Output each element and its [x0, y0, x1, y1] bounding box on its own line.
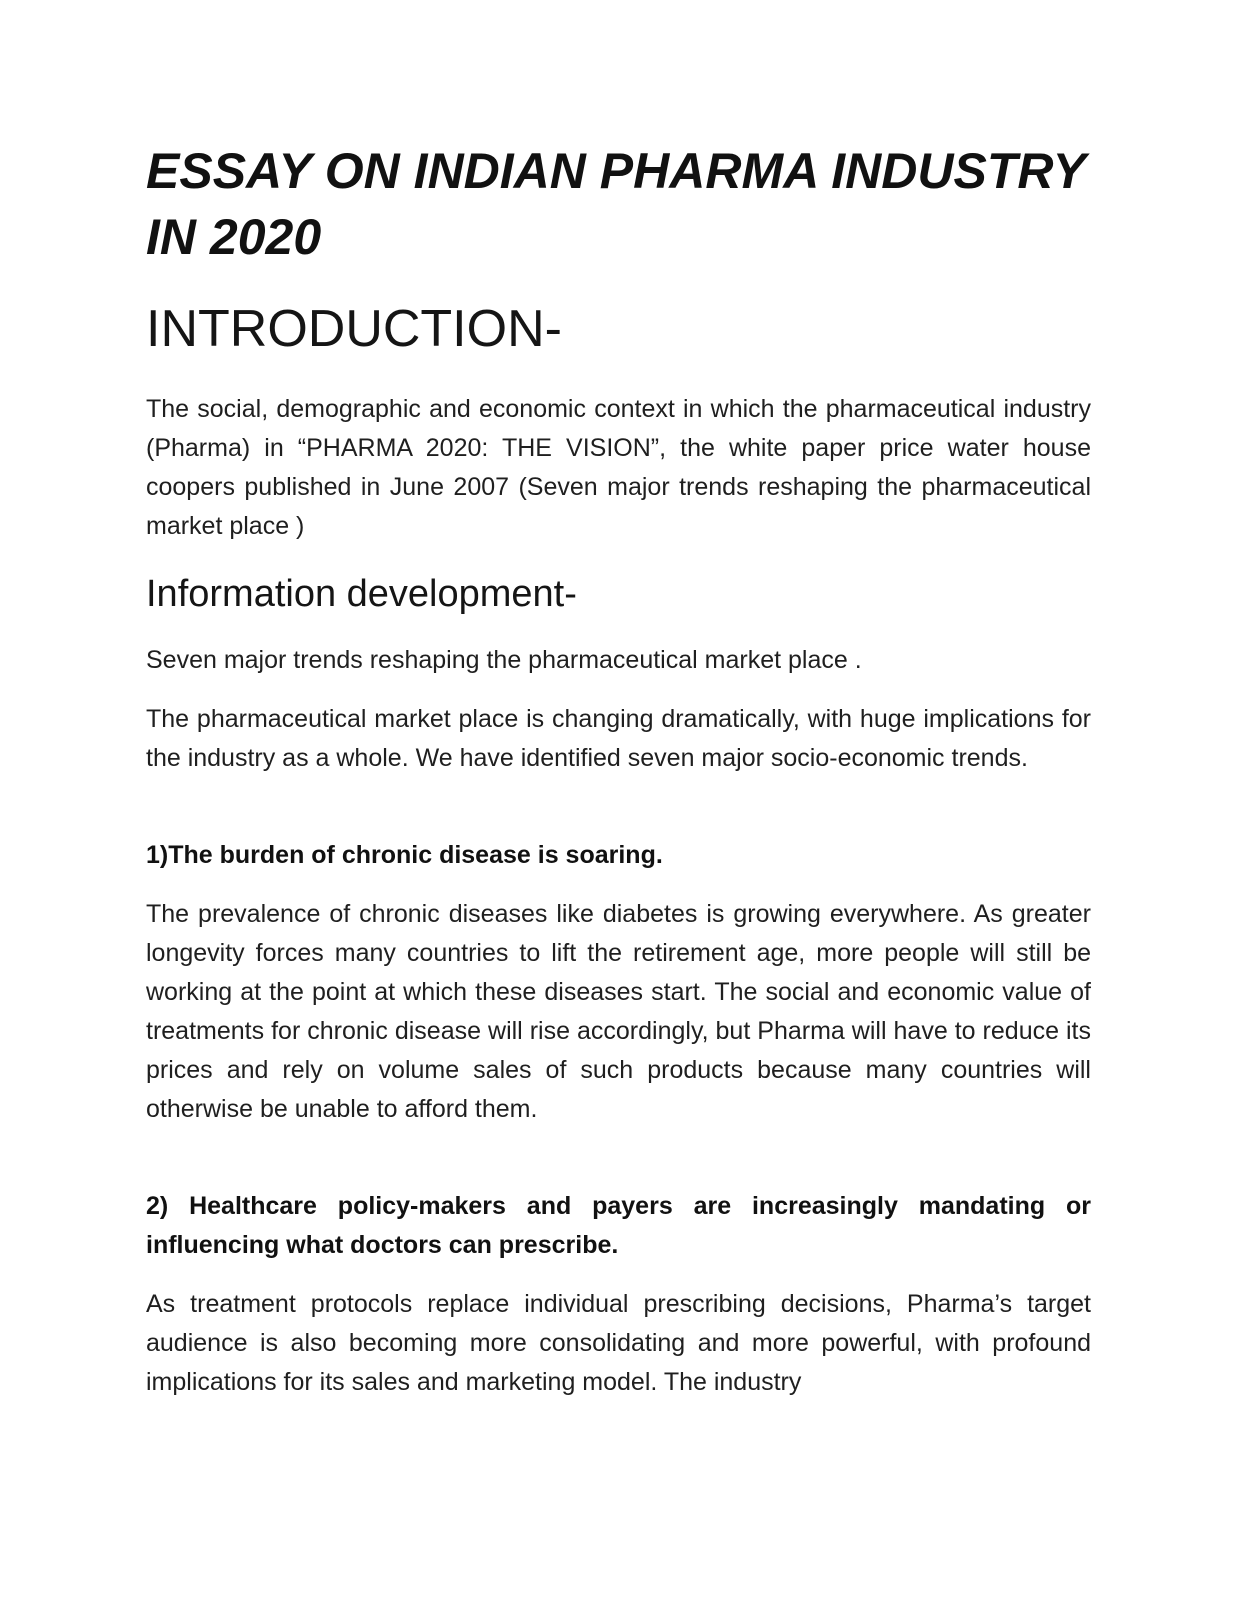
- document-title: ESSAY ON INDIAN PHARMA INDUSTRY IN 2020: [146, 143, 1086, 265]
- information-development-heading: Information development-: [146, 573, 577, 615]
- introduction-heading: INTRODUCTION-: [146, 300, 562, 358]
- trend-1-heading: 1)The burden of chronic disease is soaring.: [146, 841, 663, 869]
- trend-2-paragraph: As treatment protocols replace individual prescribing decisions, Pharma’s target audience is also becoming more consolidating and more powerful, with profound implications for its sales and marketing model. The industry: [146, 1290, 1091, 1396]
- information-paragraph: The pharmaceutical market place is changing dramatically, with huge implications for the industry as a whole. We have identified seven major socio-economic trends.: [146, 705, 1091, 772]
- information-lead-paragraph: Seven major trends reshaping the pharmaceutical market place .: [146, 646, 862, 674]
- document-page: [146, 0, 1091, 1600]
- trend-1-paragraph: The prevalence of chronic diseases like diabetes is growing everywhere. As greater longevity forces many countries to lift the retirement age, more people will still be working at the point at which these diseases start. The social and economic value of treatments for chronic disease will rise accordingly, but Pharma will have to reduce its prices and rely on volume sales of such products because many countries will otherwise be unable to afford them.: [146, 900, 1091, 1123]
- introduction-paragraph: The social, demographic and economic context in which the pharmaceutical industry (Pharma) in “PHARMA 2020: THE VISION”, the white paper price water house coopers published in June 2007 (Seven major trends reshaping the pharmaceutical market place ): [146, 395, 1091, 540]
- trend-2-heading: 2) Healthcare policy-makers and payers are increasingly mandating or influencing what doctors can prescribe.: [146, 1192, 1091, 1259]
